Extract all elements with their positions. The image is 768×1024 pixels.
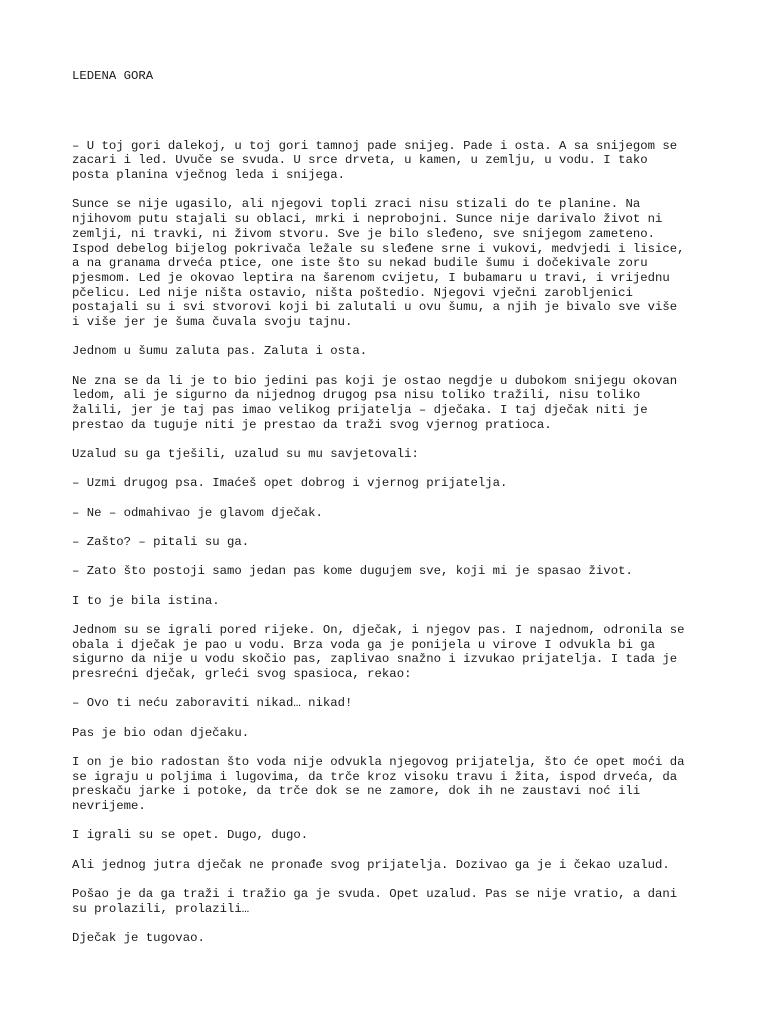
paragraph: Ne zna se da li je to bio jedini pas koji je ostao negdje u dubokom snijegu okovan ledom, ali je sigurno da nijednog drugog psa nisu toliko tražili, nisu toliko žalili, jer je taj pas imao velikog prijatelja – dječaka. I taj dječak niti je prestao da tuguje niti je prestao da traži svog vjernog pratioca. [72,373,678,432]
paragraph: – Zašto? – pitali su ga. [72,534,250,549]
paragraph: I igrali su se opet. Dugo, dugo. [72,828,309,843]
paragraph: Sunce se nije ugasilo, ali njegovi topli zraci nisu stizali do te planine. Na njihovom putu stajali su oblaci, mrki i neprobojni. Sunce nije darivalo život ni zemlji, ni travki, ni živom stvoru. Sve je bilo sleđeno, sve snijegom zameteno. Ispod debelog bijelog pokrivača ležale su sleđene srne i vukovi, medvjedi i lisice, a na granama drveća ptice, one iste što su nekad budile šumu i dočekivale zoru pjesmom. Led je okovao leptira na šarenom cvijetu, I bubamaru u travi, i vrijednu pčelicu. Led nije ništa ostavio, ništa poštedio. Njegovi vječni zarobljenici postajali su i svi stvorovi koji bi zalutali u ovu šumu, a njih je bivalo sve više i više jer je šuma čuvala svoju tajnu. [72,197,685,330]
paragraph: Jednom u šumu zaluta pas. Zaluta i osta. [72,344,368,359]
paragraph: Jednom su se igrali pored rijeke. On, dječak, i njegov pas. I najednom, odronila se obala i dječak je pao u vodu. Brza voda ga je ponijela u virove I odvukla bi ga sigurno da nije u vodu skočio pas, zaplivao snažno i izvukao prijatelja. I tada je presrećni dječak, grleći svog spasioca, rekao: [72,622,685,681]
paragraph: – U toj gori dalekoj, u toj gori tamnoj pade snijeg. Pade i osta. A sa snijegom se zacari i led. Uvuče se svuda. U srce drveta, u kamen, u zemlju, u vodu. I tako posta planina vječnog leda i snijega. [72,138,678,183]
paragraph: Ali jednog jutra dječak ne pronađe svog prijatelja. Dozivao ga je i čekao uzalud. [72,857,670,872]
paragraph: Uzalud su ga tješili, uzalud su mu savjetovali: [72,447,419,462]
paragraph: – Zato što postoji samo jedan pas kome dugujem sve, koji mi je spasao život. [72,564,633,579]
paragraph: Pošao je da ga traži i tražio ga je svuda. Opet uzalud. Pas se nije vratio, a dani su prolazili, prolazili… [72,886,678,916]
paragraph: Dječak je tugovao. [72,930,205,945]
paragraph: Pas je bio odan dječaku. [72,725,250,740]
paragraph: I to je bila istina. [72,593,220,608]
document-title: LEDENA GORA [72,69,154,83]
paragraph: – Ne – odmahivao je glavom dječak. [72,505,323,520]
paragraph: – Uzmi drugog psa. Imaćeš opet dobrog i vjernog prijatelja. [72,476,508,491]
paragraph: – Ovo ti neću zaboraviti nikad… nikad! [72,696,353,711]
paragraph: I on je bio radostan što voda nije odvukla njegovog prijatelja, što će opet moći da se igraju u poljima i lugovima, da trče kroz visoku travu i žita, ispod drveća, da preskaču jarke i potoke, da trče dok se ne zamore, dok ih ne zaustavi noć ili nevrijeme. [72,754,685,813]
